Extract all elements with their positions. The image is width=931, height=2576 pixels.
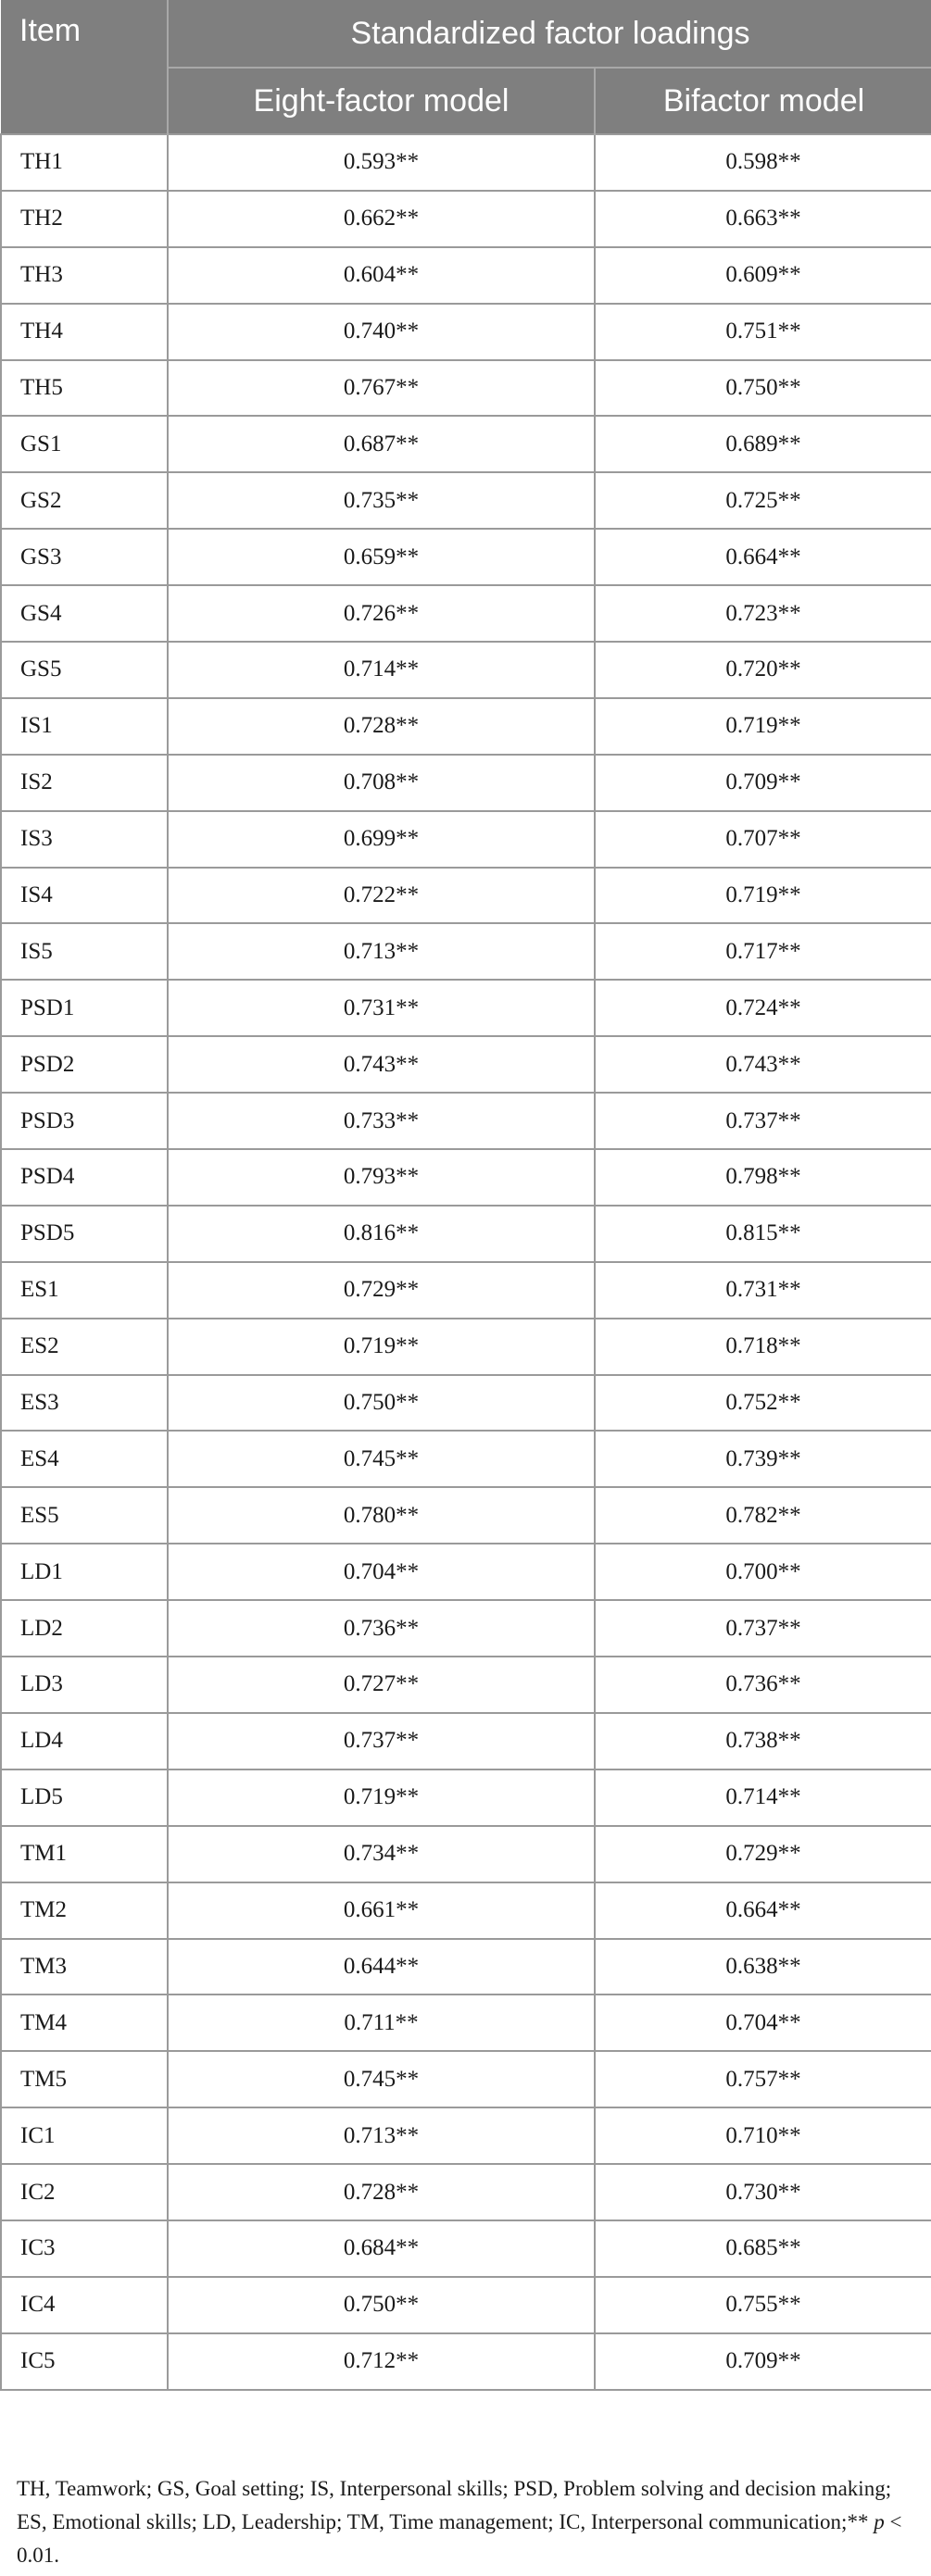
table-row [1, 1939, 931, 1995]
table-row [1, 247, 931, 304]
cell-eight-factor-loading: 0.687** [168, 416, 595, 472]
table-row [1, 980, 931, 1036]
cell-eight-factor-loading: 0.593** [168, 134, 595, 191]
table-row [1, 472, 931, 529]
cell-item: TM5 [1, 2051, 168, 2107]
cell-item: IC4 [1, 2277, 168, 2333]
table-row [1, 1713, 931, 1769]
cell-item: TH2 [1, 191, 168, 247]
cell-bifactor-loading: 0.723** [595, 585, 931, 642]
cell-eight-factor-loading: 0.745** [168, 1431, 595, 1487]
cell-item: LD4 [1, 1713, 168, 1769]
cell-bifactor-loading: 0.725** [595, 472, 931, 529]
table-row [1, 191, 931, 247]
cell-eight-factor-loading: 0.659** [168, 529, 595, 585]
cell-eight-factor-loading: 0.735** [168, 472, 595, 529]
table-row [1, 2107, 931, 2164]
cell-bifactor-loading: 0.750** [595, 360, 931, 417]
table-row [1, 360, 931, 417]
cell-eight-factor-loading: 0.745** [168, 2051, 595, 2107]
cell-bifactor-loading: 0.707** [595, 811, 931, 868]
cell-item: LD2 [1, 1600, 168, 1657]
cell-eight-factor-loading: 0.699** [168, 811, 595, 868]
table-row [1, 1262, 931, 1319]
cell-eight-factor-loading: 0.743** [168, 1036, 595, 1093]
cell-item: GS3 [1, 529, 168, 585]
cell-item: ES4 [1, 1431, 168, 1487]
cell-item: ES1 [1, 1262, 168, 1319]
cell-item: PSD1 [1, 980, 168, 1036]
cell-item: IC2 [1, 2164, 168, 2220]
table-row [1, 1375, 931, 1432]
cell-eight-factor-loading: 0.713** [168, 923, 595, 980]
table-row [1, 2164, 931, 2220]
cell-item: ES3 [1, 1375, 168, 1432]
cell-bifactor-loading: 0.700** [595, 1544, 931, 1600]
cell-eight-factor-loading: 0.750** [168, 2277, 595, 2333]
cell-bifactor-loading: 0.737** [595, 1093, 931, 1149]
cell-bifactor-loading: 0.752** [595, 1375, 931, 1432]
cell-eight-factor-loading: 0.729** [168, 1262, 595, 1319]
cell-item: IC5 [1, 2333, 168, 2390]
cell-bifactor-loading: 0.737** [595, 1600, 931, 1657]
table-row [1, 1995, 931, 2051]
cell-eight-factor-loading: 0.740** [168, 304, 595, 360]
cell-eight-factor-loading: 0.733** [168, 1093, 595, 1149]
cell-bifactor-loading: 0.743** [595, 1036, 931, 1093]
column-group-header-loadings: Standardized factor loadings [168, 0, 931, 68]
cell-eight-factor-loading: 0.711** [168, 1995, 595, 2051]
cell-eight-factor-loading: 0.661** [168, 1882, 595, 1939]
table-row [1, 1487, 931, 1544]
cell-bifactor-loading: 0.709** [595, 2333, 931, 2390]
cell-bifactor-loading: 0.739** [595, 1431, 931, 1487]
table-row [1, 811, 931, 868]
cell-eight-factor-loading: 0.736** [168, 1600, 595, 1657]
cell-bifactor-loading: 0.731** [595, 1262, 931, 1319]
cell-item: GS4 [1, 585, 168, 642]
cell-eight-factor-loading: 0.662** [168, 191, 595, 247]
table-row [1, 1206, 931, 1262]
table-row [1, 1600, 931, 1657]
cell-item: IS2 [1, 755, 168, 811]
cell-bifactor-loading: 0.730** [595, 2164, 931, 2220]
table-row [1, 868, 931, 924]
cell-item: ES5 [1, 1487, 168, 1544]
cell-item: LD5 [1, 1769, 168, 1826]
cell-eight-factor-loading: 0.714** [168, 642, 595, 698]
cell-eight-factor-loading: 0.644** [168, 1939, 595, 1995]
cell-bifactor-loading: 0.815** [595, 1206, 931, 1262]
cell-bifactor-loading: 0.685** [595, 2220, 931, 2277]
cell-bifactor-loading: 0.729** [595, 1826, 931, 1882]
cell-item: LD1 [1, 1544, 168, 1600]
cell-eight-factor-loading: 0.734** [168, 1826, 595, 1882]
cell-eight-factor-loading: 0.728** [168, 2164, 595, 2220]
table-header [1, 0, 931, 134]
cell-bifactor-loading: 0.736** [595, 1657, 931, 1713]
cell-bifactor-loading: 0.704** [595, 1995, 931, 2051]
column-header-item: Item [1, 0, 168, 134]
cell-item: IS5 [1, 923, 168, 980]
cell-item: ES2 [1, 1319, 168, 1375]
cell-eight-factor-loading: 0.816** [168, 1206, 595, 1262]
cell-item: IC1 [1, 2107, 168, 2164]
cell-item: IC3 [1, 2220, 168, 2277]
table-row [1, 1544, 931, 1600]
cell-eight-factor-loading: 0.708** [168, 755, 595, 811]
table-row [1, 2051, 931, 2107]
cell-item: TM2 [1, 1882, 168, 1939]
cell-eight-factor-loading: 0.750** [168, 1375, 595, 1432]
cell-item: TM3 [1, 1939, 168, 1995]
cell-bifactor-loading: 0.714** [595, 1769, 931, 1826]
cell-bifactor-loading: 0.738** [595, 1713, 931, 1769]
table-row [1, 585, 931, 642]
table-row [1, 304, 931, 360]
cell-bifactor-loading: 0.757** [595, 2051, 931, 2107]
cell-eight-factor-loading: 0.704** [168, 1544, 595, 1600]
cell-bifactor-loading: 0.755** [595, 2277, 931, 2333]
table-row [1, 529, 931, 585]
cell-item: IS1 [1, 698, 168, 755]
cell-item: TM1 [1, 1826, 168, 1882]
cell-item: TM4 [1, 1995, 168, 2051]
table-row [1, 1149, 931, 1206]
table-row [1, 642, 931, 698]
cell-bifactor-loading: 0.782** [595, 1487, 931, 1544]
cell-item: GS1 [1, 416, 168, 472]
cell-eight-factor-loading: 0.712** [168, 2333, 595, 2390]
table-footnote [17, 2472, 915, 2572]
cell-bifactor-loading: 0.709** [595, 755, 931, 811]
table-row [1, 923, 931, 980]
cell-eight-factor-loading: 0.793** [168, 1149, 595, 1206]
table-row [1, 2220, 931, 2277]
cell-eight-factor-loading: 0.767** [168, 360, 595, 417]
cell-item: TH1 [1, 134, 168, 191]
table-row [1, 1431, 931, 1487]
cell-bifactor-loading: 0.710** [595, 2107, 931, 2164]
cell-bifactor-loading: 0.718** [595, 1319, 931, 1375]
cell-item: TH5 [1, 360, 168, 417]
table-row [1, 1769, 931, 1826]
table-row [1, 416, 931, 472]
table-row [1, 1319, 931, 1375]
footnote-threshold: < 0.01. [17, 2510, 902, 2567]
column-header-bifactor: Bifactor model [595, 68, 931, 134]
column-header-eight-factor: Eight-factor model [168, 68, 595, 134]
cell-bifactor-loading: 0.724** [595, 980, 931, 1036]
cell-item: PSD3 [1, 1093, 168, 1149]
cell-item: PSD2 [1, 1036, 168, 1093]
cell-bifactor-loading: 0.717** [595, 923, 931, 980]
cell-item: TH3 [1, 247, 168, 304]
cell-bifactor-loading: 0.609** [595, 247, 931, 304]
table-row [1, 2277, 931, 2333]
table-row [1, 1036, 931, 1093]
cell-eight-factor-loading: 0.726** [168, 585, 595, 642]
cell-bifactor-loading: 0.663** [595, 191, 931, 247]
cell-eight-factor-loading: 0.737** [168, 1713, 595, 1769]
cell-bifactor-loading: 0.689** [595, 416, 931, 472]
cell-bifactor-loading: 0.719** [595, 698, 931, 755]
cell-bifactor-loading: 0.664** [595, 529, 931, 585]
table-row [1, 2333, 931, 2390]
cell-item: GS5 [1, 642, 168, 698]
table-row [1, 134, 931, 191]
cell-bifactor-loading: 0.798** [595, 1149, 931, 1206]
cell-item: TH4 [1, 304, 168, 360]
table-row [1, 698, 931, 755]
table-row [1, 1657, 931, 1713]
table-row [1, 1093, 931, 1149]
cell-item: GS2 [1, 472, 168, 529]
table-row [1, 755, 931, 811]
table-row [1, 1882, 931, 1939]
cell-eight-factor-loading: 0.727** [168, 1657, 595, 1713]
cell-eight-factor-loading: 0.780** [168, 1487, 595, 1544]
cell-item: PSD4 [1, 1149, 168, 1206]
cell-eight-factor-loading: 0.722** [168, 868, 595, 924]
cell-eight-factor-loading: 0.713** [168, 2107, 595, 2164]
cell-bifactor-loading: 0.638** [595, 1939, 931, 1995]
cell-bifactor-loading: 0.719** [595, 868, 931, 924]
cell-bifactor-loading: 0.751** [595, 304, 931, 360]
cell-bifactor-loading: 0.598** [595, 134, 931, 191]
footnote-p-symbol: p [874, 2510, 885, 2533]
cell-bifactor-loading: 0.720** [595, 642, 931, 698]
cell-item: PSD5 [1, 1206, 168, 1262]
cell-eight-factor-loading: 0.728** [168, 698, 595, 755]
cell-eight-factor-loading: 0.684** [168, 2220, 595, 2277]
table-row [1, 1826, 931, 1882]
cell-item: LD3 [1, 1657, 168, 1713]
cell-eight-factor-loading: 0.604** [168, 247, 595, 304]
cell-item: IS4 [1, 868, 168, 924]
cell-eight-factor-loading: 0.719** [168, 1769, 595, 1826]
cell-eight-factor-loading: 0.719** [168, 1319, 595, 1375]
cell-item: IS3 [1, 811, 168, 868]
cell-eight-factor-loading: 0.731** [168, 980, 595, 1036]
footnote-text: TH, Teamwork; GS, Goal setting; IS, Interpersonal skills; PSD, Problem solving and decision making; ES, Emotional skills; LD, Leadership; TM, Time management; IC, Interpersonal communication;** [17, 2477, 892, 2533]
cell-bifactor-loading: 0.664** [595, 1882, 931, 1939]
table-body [1, 134, 931, 2390]
